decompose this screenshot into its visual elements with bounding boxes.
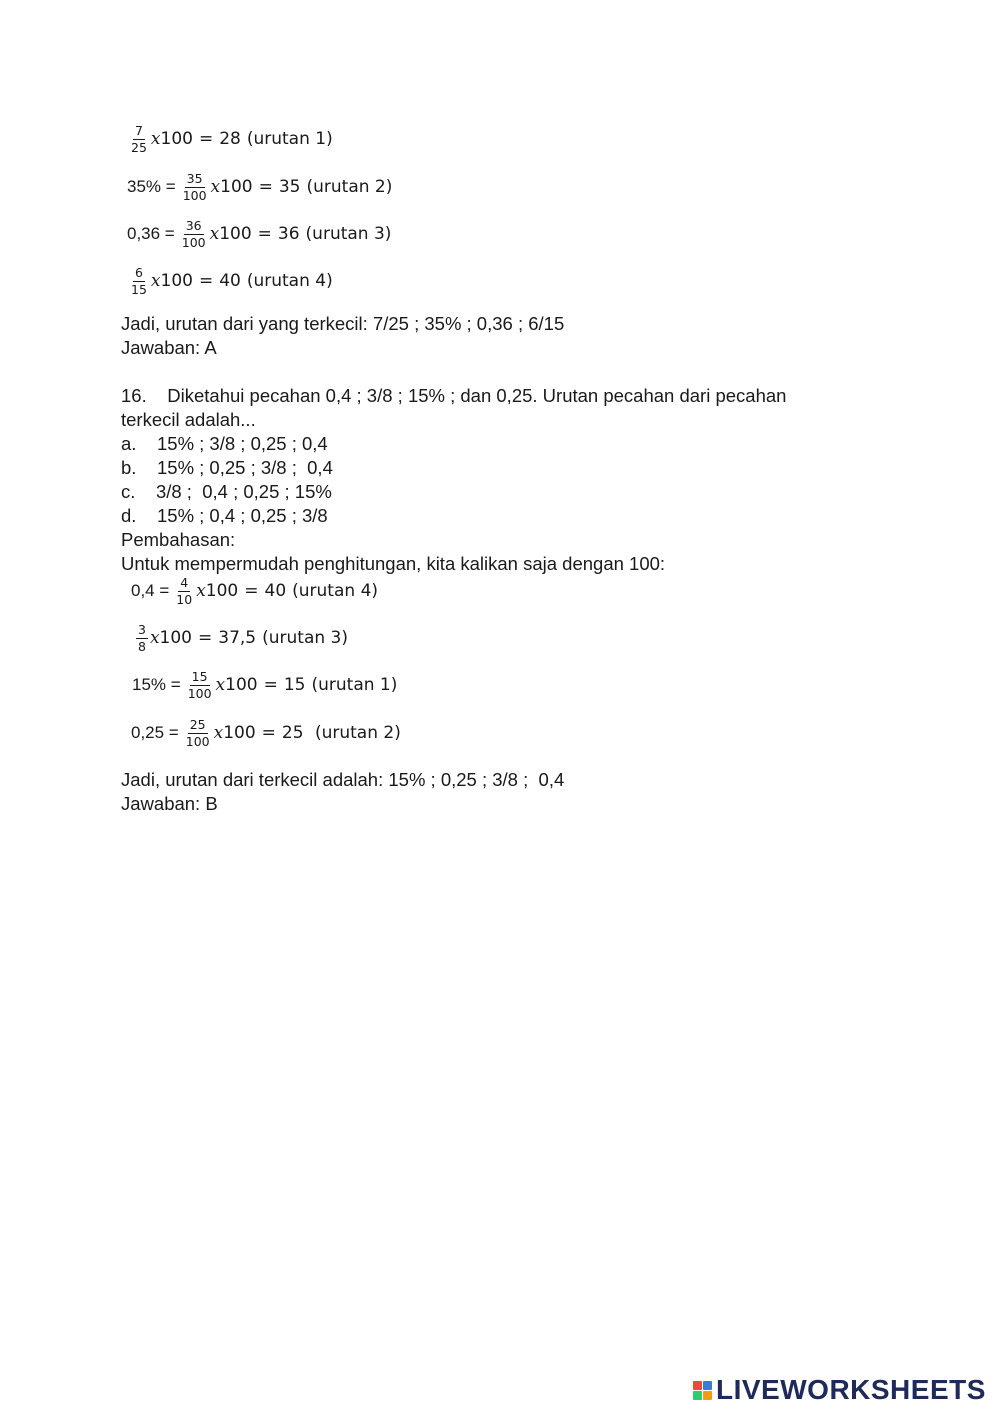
multiply-symbol: x bbox=[209, 224, 220, 245]
logo-tile bbox=[693, 1381, 702, 1390]
equation-row bbox=[134, 623, 348, 654]
fraction-numerator: 4 bbox=[180, 575, 189, 590]
order-label: (urutan 3) bbox=[305, 224, 392, 245]
equals-sign: = bbox=[257, 224, 272, 245]
fraction bbox=[174, 576, 194, 607]
equation-lhs: 0,25 = bbox=[131, 723, 179, 743]
fraction-numerator: 7 bbox=[134, 123, 143, 138]
logo-tile bbox=[703, 1391, 712, 1400]
fraction-denominator: 100 bbox=[187, 685, 212, 701]
equation-lhs: 35% = bbox=[127, 177, 176, 197]
discussion-label: Pembahasan: bbox=[121, 529, 236, 550]
equation-row bbox=[127, 172, 392, 203]
logo-tile bbox=[693, 1391, 702, 1400]
multiply-symbol: x bbox=[215, 675, 226, 696]
fraction-numerator: 25 bbox=[189, 717, 206, 732]
fraction bbox=[180, 219, 208, 250]
equation-result: 28 bbox=[219, 129, 241, 150]
equation-lhs: 0,4 = bbox=[131, 581, 170, 601]
fraction bbox=[136, 623, 148, 654]
multiply-symbol: x bbox=[196, 581, 206, 602]
option-b: b. 15% ; 0,25 ; 3/8 ; 0,4 bbox=[121, 457, 333, 478]
fraction bbox=[129, 124, 149, 155]
multiplier: 100 bbox=[205, 581, 239, 602]
multiply-symbol: x bbox=[150, 271, 161, 292]
equals-sign: = bbox=[198, 129, 214, 150]
order-label: (urutan 1) bbox=[311, 675, 398, 696]
order-label: (urutan 2) bbox=[306, 177, 393, 198]
multiply-symbol: x bbox=[213, 723, 224, 744]
liveworksheets-logo bbox=[693, 1376, 986, 1404]
equals-sign: = bbox=[198, 628, 213, 649]
multiplier: 100 bbox=[219, 224, 252, 245]
fraction-denominator: 10 bbox=[176, 591, 193, 607]
equals-sign: = bbox=[198, 271, 214, 292]
order-label: (urutan 4) bbox=[246, 271, 333, 292]
logo-tile bbox=[703, 1381, 712, 1390]
fraction-numerator: 6 bbox=[134, 265, 143, 280]
fraction-numerator: 15 bbox=[191, 669, 208, 684]
fraction-denominator: 15 bbox=[131, 281, 147, 297]
conclusion-text: Jadi, urutan dari yang terkecil: 7/25 ; 35% ; 0,36 ; 6/15 bbox=[121, 313, 565, 334]
multiply-symbol: x bbox=[150, 129, 161, 150]
equation-result: 15 bbox=[283, 675, 306, 696]
equation-result: 36 bbox=[277, 224, 300, 245]
order-label: (urutan 2) bbox=[309, 723, 401, 744]
option-d: d. 15% ; 0,4 ; 0,25 ; 3/8 bbox=[121, 505, 328, 526]
fraction-denominator: 25 bbox=[131, 139, 147, 155]
multiply-symbol: x bbox=[210, 177, 221, 198]
fraction-denominator: 100 bbox=[185, 733, 210, 749]
discussion-intro: Untuk mempermudah penghitungan, kita kalikan saja dengan 100: bbox=[121, 553, 666, 574]
answer-text: Jawaban: B bbox=[121, 793, 218, 814]
equation-result: 40 bbox=[219, 271, 241, 292]
question-text: 16. Diketahui pecahan 0,4 ; 3/8 ; 15% ; dan 0,25. Urutan pecahan dari pecahan bbox=[121, 385, 787, 406]
fraction bbox=[129, 266, 149, 297]
order-label: (urutan 4) bbox=[292, 581, 379, 602]
equation-row bbox=[131, 576, 378, 607]
conclusion-text: Jadi, urutan dari terkecil adalah: 15% ; 0,25 ; 3/8 ; 0,4 bbox=[121, 769, 565, 790]
multiplier: 100 bbox=[160, 129, 193, 150]
equation-row bbox=[127, 219, 391, 250]
multiplier: 100 bbox=[160, 271, 193, 292]
fraction bbox=[186, 670, 214, 701]
fraction-numerator: 3 bbox=[138, 622, 146, 637]
equals-sign: = bbox=[244, 581, 259, 602]
equals-sign: = bbox=[263, 675, 278, 696]
logo-text: LIVEWORKSHEETS bbox=[716, 1374, 986, 1405]
fraction bbox=[181, 172, 209, 203]
equation-result: 37,5 bbox=[218, 628, 257, 649]
logo-tiles-icon bbox=[693, 1381, 712, 1400]
equation-lhs: 0,36 = bbox=[127, 224, 175, 244]
fraction-denominator: 100 bbox=[181, 234, 206, 250]
equation-result: 35 bbox=[278, 177, 301, 198]
question-text-continued: terkecil adalah... bbox=[121, 409, 256, 430]
multiplier: 100 bbox=[223, 723, 256, 744]
multiplier: 100 bbox=[225, 675, 258, 696]
equation-row bbox=[127, 124, 333, 155]
fraction bbox=[184, 718, 212, 749]
equation-row bbox=[131, 718, 401, 749]
answer-text: Jawaban: A bbox=[121, 337, 217, 358]
equation-result: 25 bbox=[281, 723, 304, 744]
equals-sign: = bbox=[258, 177, 273, 198]
multiplier: 100 bbox=[220, 177, 253, 198]
option-a: a. 15% ; 3/8 ; 0,25 ; 0,4 bbox=[121, 433, 328, 454]
multiplier: 100 bbox=[159, 628, 192, 649]
equation-row bbox=[132, 670, 397, 701]
fraction-numerator: 35 bbox=[186, 171, 203, 186]
fraction-denominator: 100 bbox=[182, 187, 207, 203]
equals-sign: = bbox=[261, 723, 276, 744]
order-label: (urutan 3) bbox=[262, 628, 348, 649]
option-c: c. 3/8 ; 0,4 ; 0,25 ; 15% bbox=[121, 481, 332, 502]
equation-result: 40 bbox=[264, 581, 287, 602]
equation-lhs: 15% = bbox=[132, 675, 181, 695]
multiply-symbol: x bbox=[149, 628, 160, 649]
equation-row bbox=[127, 266, 333, 297]
fraction-numerator: 36 bbox=[185, 218, 202, 233]
order-label: (urutan 1) bbox=[246, 129, 333, 150]
fraction-denominator: 8 bbox=[138, 638, 146, 654]
